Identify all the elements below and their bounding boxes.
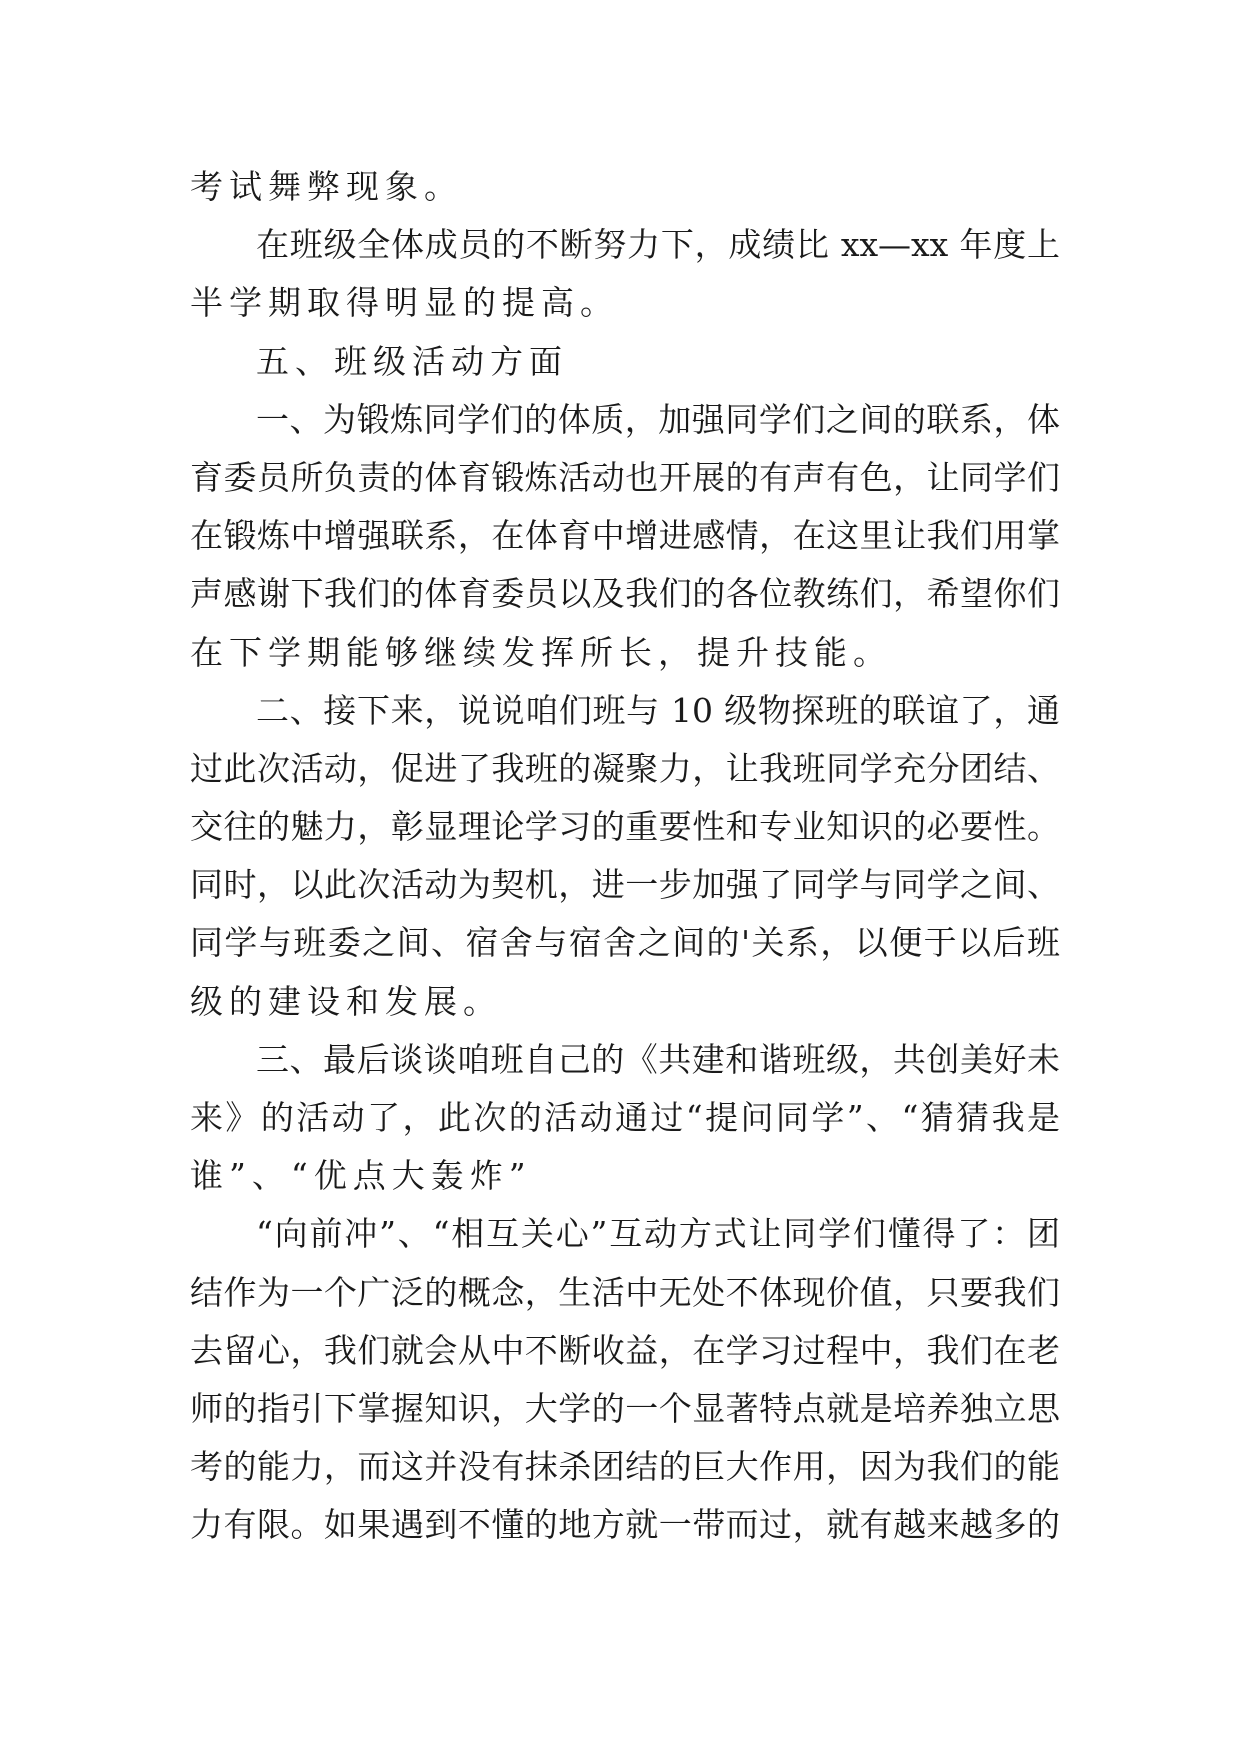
text-line: 力有限。如果遇到不懂的地方就一带而过，就有越来越多的 — [190, 1505, 1060, 1545]
text-line: 师的指引下掌握知识，大学的一个显著特点就是培养独立思 — [190, 1388, 1060, 1428]
document-body — [190, 158, 1060, 1555]
text-line: 交往的魅力，彰显理论学习的重要性和专业知识的必要性。 — [190, 807, 1060, 847]
text-line: 结作为一个广泛的概念，生活中无处不体现价值，只要我们 — [190, 1272, 1060, 1312]
text-line: 三、最后谈谈咱班自己的《共建和谐班级，共创美好未 — [256, 1039, 1060, 1079]
text-line: 同学与班委之间、宿舍与宿舍之间的'关系，以便于以后班 — [190, 923, 1060, 963]
text-line: 二、接下来，说说咱们班与 10 级物探班的联谊了，通 — [256, 690, 1060, 730]
text-line: 五、班级活动方面 — [256, 341, 568, 381]
text-line: “向前冲”、“相互关心”互动方式让同学们懂得了：团 — [256, 1214, 1060, 1254]
text-line: 在班级全体成员的不断努力下，成绩比 xx—xx 年度上 — [256, 225, 1060, 265]
text-line: 在下学期能够继续发挥所长，提升技能。 — [190, 632, 892, 672]
text-line: 去留心，我们就会从中不断收益，在学习过程中，我们在老 — [190, 1330, 1060, 1370]
text-line: 谁”、“优点大轰炸” — [190, 1156, 532, 1196]
text-line: 声感谢下我们的体育委员以及我们的各位教练们，希望你们 — [190, 574, 1060, 614]
text-line: 一、为锻炼同学们的体质，加强同学们之间的联系，体 — [256, 399, 1060, 439]
text-line: 同时，以此次活动为契机，进一步加强了同学与同学之间、 — [190, 865, 1060, 905]
text-line: 来》的活动了，此次的活动通过“提问同学”、“猜猜我是 — [190, 1098, 1060, 1137]
text-line: 级的建设和发展。 — [190, 981, 502, 1021]
text-line: 过此次活动，促进了我班的凝聚力，让我班同学充分团结、 — [190, 748, 1060, 788]
text-line: 半学期取得明显的提高。 — [190, 283, 619, 323]
text-line: 考的能力，而这并没有抹杀团结的巨大作用，因为我们的能 — [190, 1447, 1060, 1487]
text-line: 考试舞弊现象。 — [190, 167, 463, 206]
text-line: 在锻炼中增强联系，在体育中增进感情，在这里让我们用掌 — [190, 516, 1060, 556]
text-line: 育委员所负责的体育锻炼活动也开展的有声有色，让同学们 — [190, 457, 1060, 497]
